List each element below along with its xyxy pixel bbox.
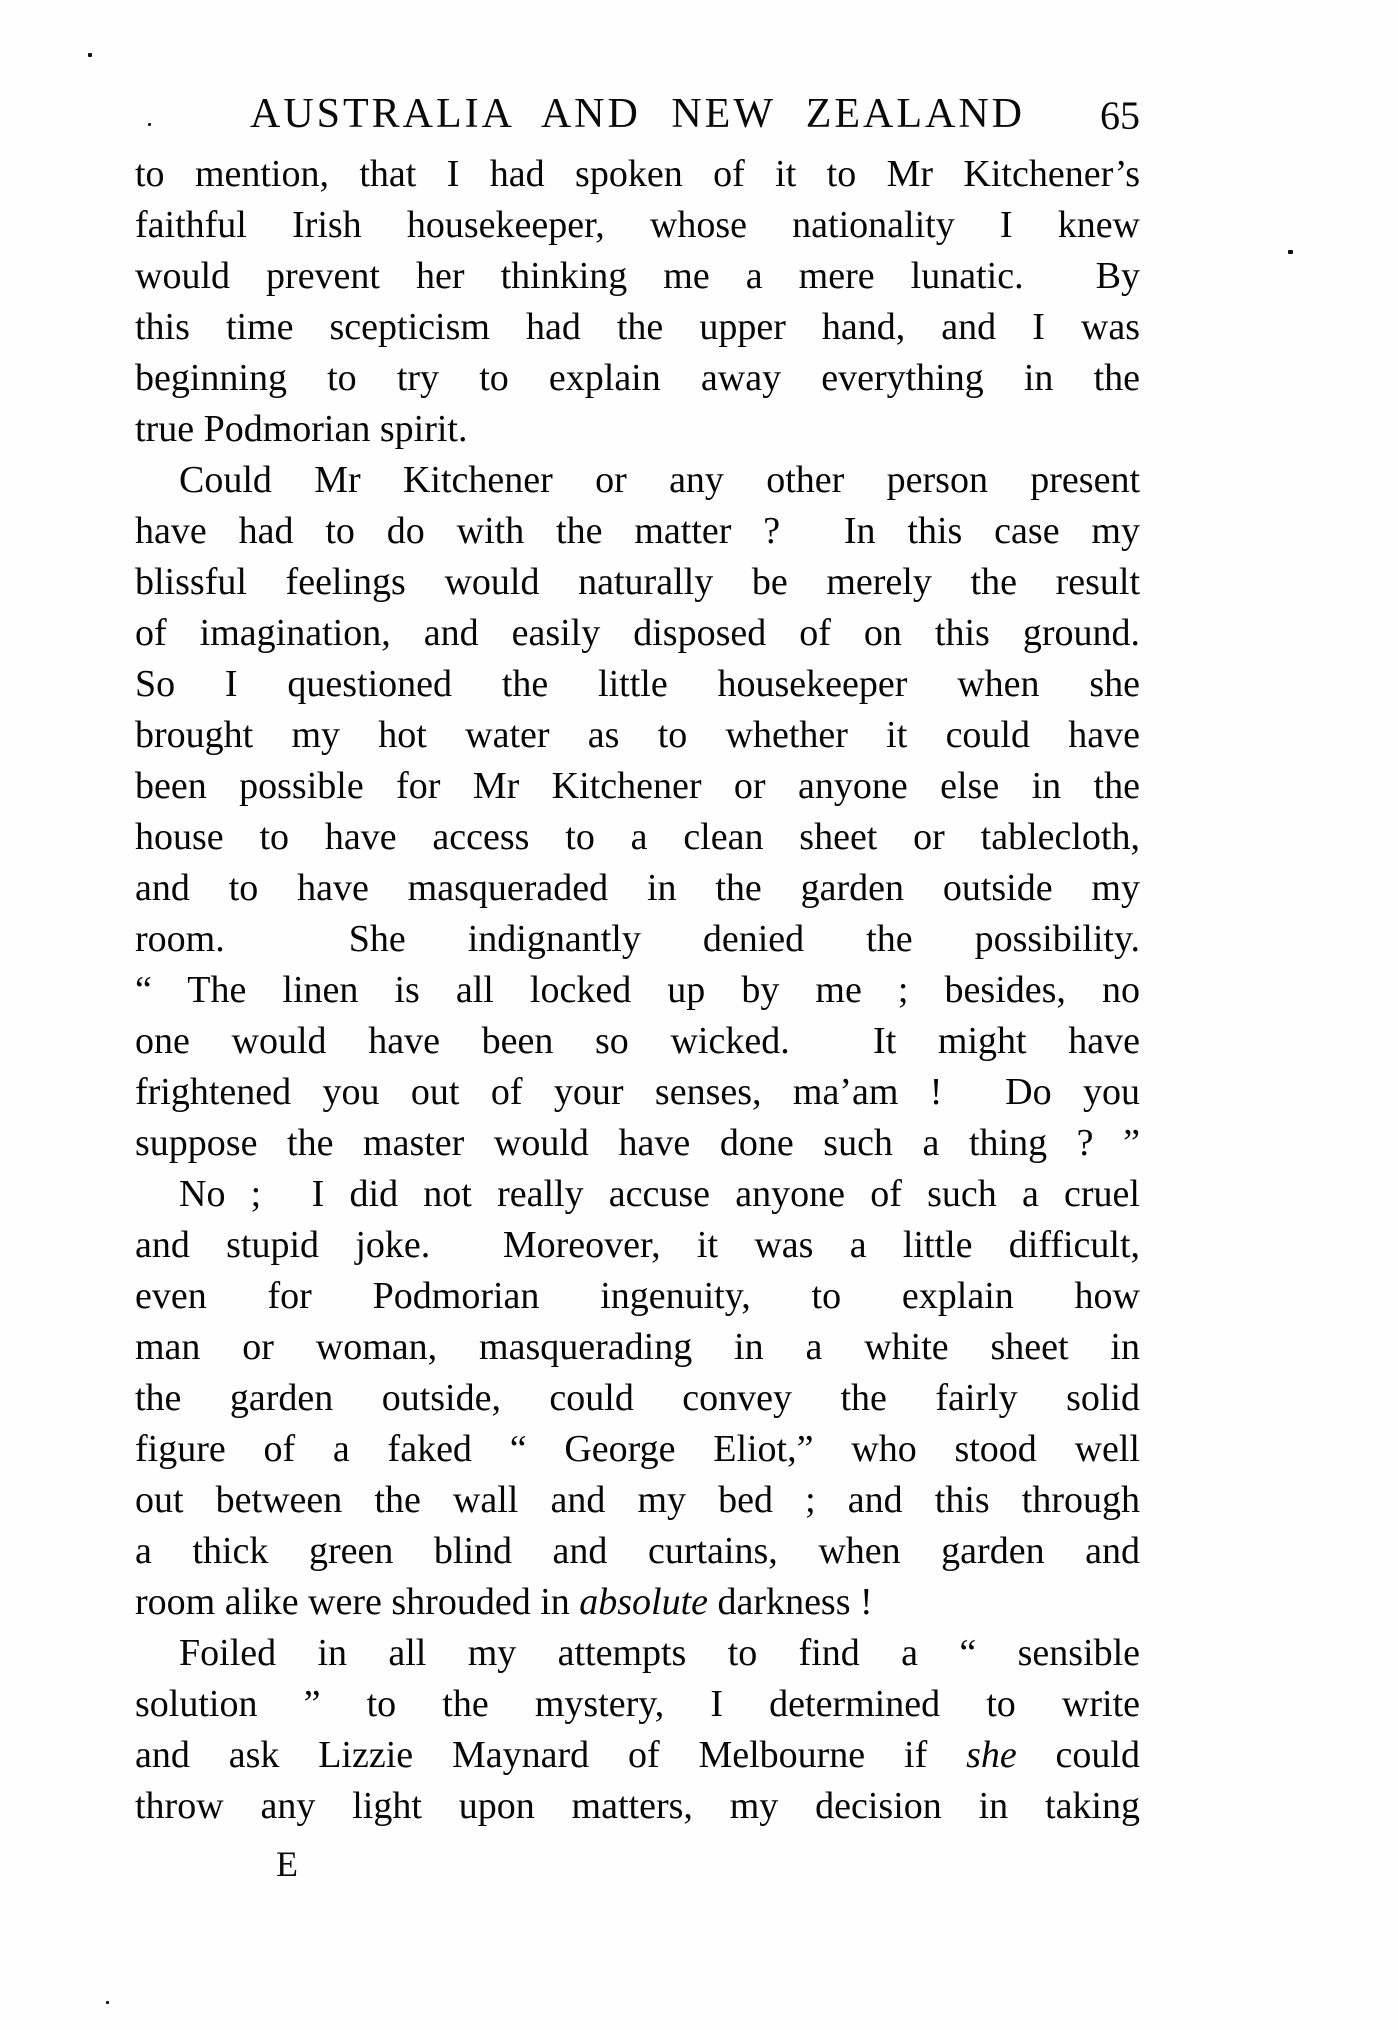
paragraph xyxy=(135,455,1140,1169)
text-line: the garden outside, could convey the fairly solid xyxy=(135,1377,1140,1419)
text-line: even for Podmorian ingenuity, to explain how xyxy=(135,1275,1140,1317)
signature-mark: E xyxy=(276,1844,298,1884)
text-line: of imagination, and easily disposed of on this ground. xyxy=(135,612,1140,654)
paragraph xyxy=(135,1628,1140,1832)
text-line: throw any light upon matters, my decision in taking xyxy=(135,1785,1140,1827)
text-line: true Podmorian spirit. xyxy=(135,408,468,450)
text-line: frightened you out of your senses, ma’am ! Do you xyxy=(135,1071,1140,1113)
text-line: have had to do with the matter ? In this case my xyxy=(135,510,1140,552)
text-line: house to have access to a clean sheet or tablecloth, xyxy=(135,816,1140,858)
text-line: figure of a faked “ George Eliot,” who stood well xyxy=(135,1428,1140,1470)
text-line: room. She indignantly denied the possibility. xyxy=(135,918,1140,960)
text-line: this time scepticism had the upper hand, and I was xyxy=(135,306,1140,348)
text-line: and to have masqueraded in the garden outside my xyxy=(135,867,1140,909)
scan-speck xyxy=(1288,250,1293,254)
italic-text: absolute xyxy=(579,1581,709,1623)
italic-text: she xyxy=(966,1734,1017,1776)
text-line: solution ” to the mystery, I determined to write xyxy=(135,1683,1140,1725)
page-text xyxy=(135,149,1140,1832)
paragraph xyxy=(135,149,1140,455)
text-line: Foiled in all my attempts to find a “ sensible xyxy=(179,1632,1140,1674)
text-line: brought my hot water as to whether it could have xyxy=(135,714,1140,756)
running-title: AUSTRALIA AND NEW ZEALAND xyxy=(249,91,1026,137)
text-line: and stupid joke. Moreover, it was a little difficult, xyxy=(135,1224,1140,1266)
text-line: blissful feelings would naturally be merely the result xyxy=(135,561,1140,603)
text-line: man or woman, masquerading in a white sheet in xyxy=(135,1326,1140,1368)
text-line: a thick green blind and curtains, when garden and xyxy=(135,1530,1140,1572)
text-line: So I questioned the little housekeeper when she xyxy=(135,663,1140,705)
text-line: would prevent her thinking me a mere lunatic. By xyxy=(135,255,1140,297)
text-line: been possible for Mr Kitchener or anyone else in the xyxy=(135,765,1140,807)
text-line: beginning to try to explain away everything in the xyxy=(135,357,1140,399)
page-header xyxy=(135,92,1140,140)
scan-speck xyxy=(106,2001,109,2004)
text-line: to mention, that I had spoken of it to Mr Kitchener’s xyxy=(135,153,1140,195)
text-line: faithful Irish housekeeper, whose nationality I knew xyxy=(135,204,1140,246)
text-line: and ask Lizzie Maynard of Melbourne if she could xyxy=(135,1734,1140,1776)
text-line: out between the wall and my bed ; and this through xyxy=(135,1479,1140,1521)
text-line: one would have been so wicked. It might have xyxy=(135,1020,1140,1062)
text-line: room alike were shrouded in absolute darkness ! xyxy=(135,1581,873,1623)
text-line: Could Mr Kitchener or any other person present xyxy=(179,459,1140,501)
page-number: 65 xyxy=(1100,93,1140,138)
scan-speck xyxy=(148,123,151,126)
scan-speck xyxy=(88,53,92,57)
paragraph xyxy=(135,1169,1140,1628)
text-line: suppose the master would have done such a thing ? ” xyxy=(135,1122,1140,1164)
text-line: “ The linen is all locked up by me ; besides, no xyxy=(135,969,1140,1011)
text-line: No ; I did not really accuse anyone of such a cruel xyxy=(179,1173,1140,1215)
